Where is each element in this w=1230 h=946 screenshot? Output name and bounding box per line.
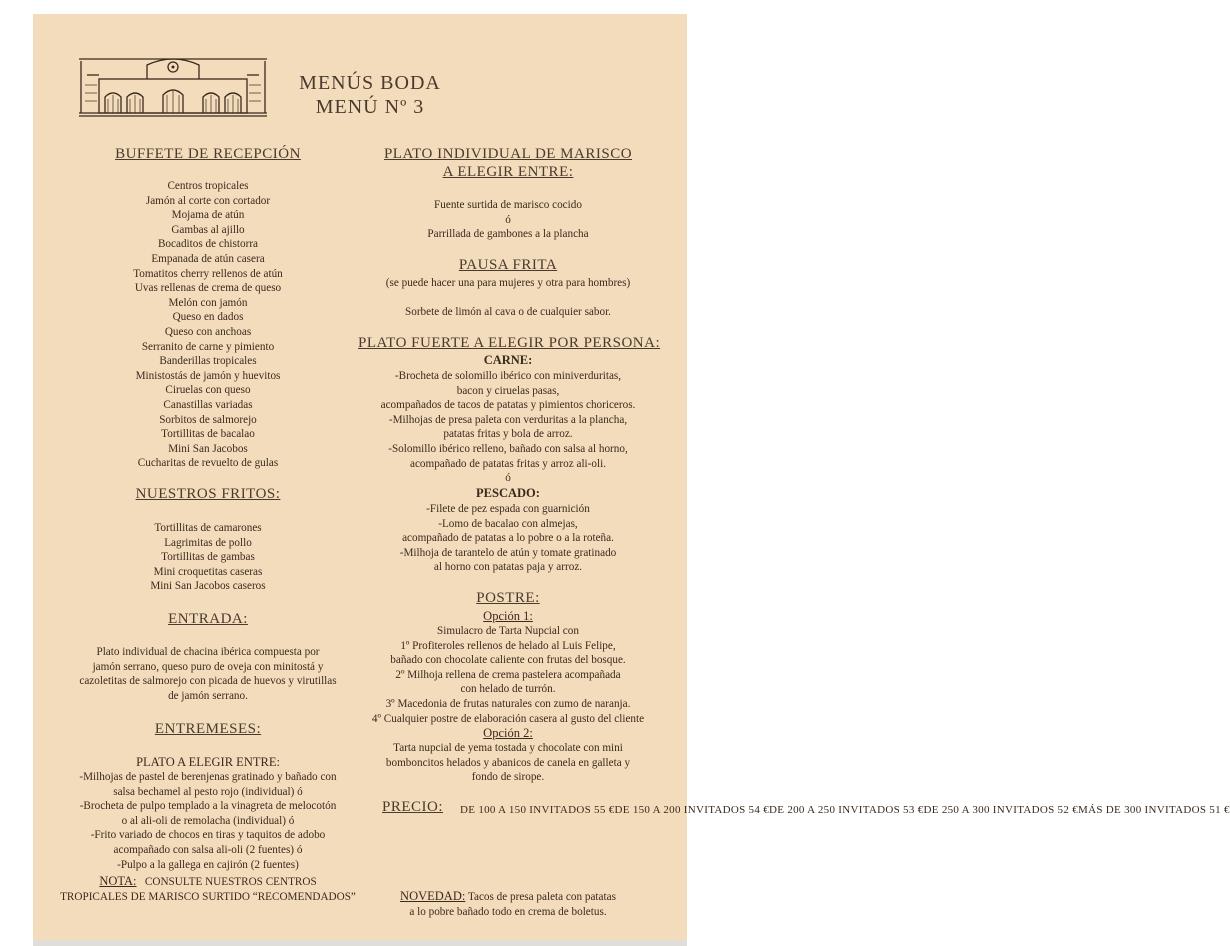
opcion2-line: Tarta nupcial de yema tostada y chocolate con mini <box>393 742 623 754</box>
buffet-item: Mojama de atún <box>171 209 245 222</box>
novedad-label: NOVEDAD: <box>400 889 466 903</box>
buffet-item: Queso en dados <box>172 311 244 324</box>
fritos-list <box>68 521 348 594</box>
novedad-block <box>358 889 658 919</box>
carne-line: acompañados de tacos de patatas y pimientos choriceros. <box>380 399 636 412</box>
pescado-line: -Filete de pez espada con guarnición <box>426 503 590 515</box>
frito-item: Tortillitas de camarones <box>154 522 262 534</box>
opcion1-line: 3º Macedonia de frutas naturales con zumo de naranja. <box>385 697 631 710</box>
carne-label: CARNE: <box>483 353 533 367</box>
bottom-edge <box>33 940 687 946</box>
price-row: DE 200 A 250 INVITADOS 53 € <box>769 804 924 816</box>
carne-line: acompañado de patatas fritas y arroz ali-oli. <box>409 457 606 470</box>
entrada-line: cazoletitas de salmorejo con picada de huevos y virutillas <box>79 675 337 688</box>
menu-number: MENÚ Nº 3 <box>315 96 425 118</box>
opcion2-list <box>358 741 658 785</box>
buffet-list <box>68 179 348 471</box>
buffet-heading: BUFFETE DE RECEPCIÓN <box>115 146 301 162</box>
entremeses-line: -Frito variado de chocos en tiras y taquitos de adobo <box>90 829 326 842</box>
price-row: DE 150 A 200 INVITADOS 54 € <box>614 804 769 816</box>
opcion1-line: 4º Cualquier postre de elaboración casera al gusto del cliente <box>371 712 645 725</box>
price-row: DE 100 A 150 INVITADOS 55 € <box>460 804 615 816</box>
buffet-item: Jamón al corte con cortador <box>145 194 271 207</box>
marisco-line: ó <box>505 213 511 226</box>
opcion1-line: Simulacro de Tarta Nupcial con <box>437 625 579 637</box>
precio-label: PRECIO: <box>382 799 444 815</box>
opcion1-line: bañado con chocolate caliente con frutas del bosque. <box>390 654 626 667</box>
entremeses-heading: ENTREMESES: <box>154 721 262 737</box>
frito-item: Lagrimitas de pollo <box>164 536 252 549</box>
nota-text: CONSULTE NUESTROS CENTROS <box>144 876 317 888</box>
fuerte-heading: PLATO FUERTE A ELEGIR POR PERSONA: <box>358 335 661 351</box>
entremeses-line: salsa bechamel al pesto rojo (individual) ó <box>113 785 303 798</box>
entremeses-line: -Milhojas de pastel de berenjenas gratinado y bañado con <box>79 771 337 783</box>
precio-list <box>460 803 1230 817</box>
buffet-item: Ciruelas con queso <box>165 384 251 397</box>
nota-line <box>58 874 358 904</box>
frito-item: Mini croquetitas caseras <box>153 565 263 578</box>
buffet-item: Tomatitos cherry rellenos de atún <box>133 267 283 280</box>
marisco-heading-line2: A ELEGIR ENTRE: <box>442 164 574 180</box>
carne-line: ó <box>505 472 511 485</box>
frito-item: Tortillitas de gambas <box>161 551 255 564</box>
carne-list <box>348 369 668 486</box>
entrada-heading: ENTRADA: <box>168 611 248 627</box>
buffet-item: Bocaditos de chistorra <box>157 238 259 251</box>
opcion1-label: Opción 1: <box>483 609 533 623</box>
buffet-item: Sorbitos de salmorejo <box>159 413 257 426</box>
buffet-item: Uvas rellenas de crema de queso <box>134 282 282 295</box>
opcion1-list <box>348 624 668 726</box>
buffet-item: Tortillitas de bacalao <box>161 428 255 441</box>
entrada-line: de jamón serrano. <box>168 689 248 702</box>
entremeses-list <box>58 770 358 872</box>
carne-line: bacon y ciruelas pasas, <box>456 384 560 397</box>
marisco-list <box>358 198 658 242</box>
entremeses-line: -Pulpo a la gallega en cajirón (2 fuentes) <box>117 858 299 871</box>
opcion1-line: con helado de turrón. <box>460 683 556 696</box>
buffet-item: Queso con anchoas <box>164 325 252 338</box>
entremeses-line: -Brocheta de pulpo templado a la vinagreta de melocotón <box>79 800 337 813</box>
entrada-line: Plato individual de chacina ibérica compuesta por <box>96 646 320 658</box>
frito-item: Mini San Jacobos caseros <box>150 580 266 593</box>
opcion1-line: 2º Milhoja rellena de crema pastelera acompañada <box>395 668 621 681</box>
entrada-text <box>58 645 358 703</box>
pescado-line: -Milhoja de tarantelo de atún y tomate gratinado <box>399 546 617 559</box>
buffet-item: Canastillas variadas <box>163 398 253 411</box>
entrada-line: jamón serrano, queso puro de oveja con minitostá y <box>92 660 324 673</box>
pescado-line: al horno con patatas paja y arroz. <box>433 561 583 574</box>
carne-line: -Milhojas de presa paleta con verduritas a la plancha, <box>388 413 628 426</box>
marisco-heading-line1: PLATO INDIVIDUAL DE MARISCO <box>383 146 633 162</box>
novedad-text: Tacos de presa paleta con patatas <box>467 891 616 903</box>
buffet-item: Ministostás de jamón y huevitos <box>135 369 281 382</box>
buffet-item: Mini San Jacobos <box>168 442 248 455</box>
fritos-heading: NUESTROS FRITOS: <box>135 486 281 502</box>
opcion2-line: bomboncitos helados y abanicos de canela en galleta y <box>385 756 631 769</box>
carne-line: -Brocheta de solomillo ibérico con miniverduritas, <box>394 370 622 382</box>
pausa-note: (se puede hacer una para mujeres y otra para hombres) <box>385 277 631 289</box>
carne-line: patatas fritas y bola de arroz. <box>443 428 573 441</box>
nota-line2: TROPICALES DE MARISCO SURTIDO “RECOMENDADOS” <box>60 890 356 903</box>
pescado-label: PESCADO: <box>476 486 540 500</box>
novedad-line2: a lo pobre bañado todo en crema de boletus. <box>409 905 607 918</box>
entremeses-line: acompañado con salsa ali-oli (2 fuentes) ó <box>113 843 303 856</box>
menu-title: MENÚS BODA <box>299 72 441 94</box>
pescado-line: acompañado de patatas a lo pobre o a la roteña. <box>402 532 614 545</box>
pescado-list <box>358 502 658 575</box>
buffet-item: Banderillas tropicales <box>159 355 257 368</box>
opcion2-line: fondo de sirope. <box>471 771 545 784</box>
pausa-line: Sorbete de limón al cava o de cualquier sabor. <box>405 306 611 318</box>
price-row: DE 250 A 300 INVITADOS 52 € <box>923 804 1078 816</box>
marisco-line: Parrillada de gambones a la plancha <box>427 228 589 241</box>
buffet-item: Gambas al ajillo <box>171 223 245 236</box>
carne-line: -Solomillo ibérico relleno, bañado con salsa al horno, <box>388 442 628 455</box>
marisco-line: Fuente surtida de marisco cocido <box>434 199 582 211</box>
buffet-item: Melón con jamón <box>168 296 248 309</box>
entremeses-subheading: PLATO A ELEGIR ENTRE: <box>136 755 280 769</box>
postre-heading: POSTRE: <box>476 590 540 606</box>
entremeses-line: o al ali-oli de remolacha (individual) ó <box>121 814 295 827</box>
nota-label: NOTA: <box>99 874 137 888</box>
buffet-item: Centros tropicales <box>167 180 249 192</box>
pescado-line: -Lomo de bacalao con almejas, <box>438 517 578 530</box>
buffet-item: Cucharitas de revuelto de gulas <box>137 457 279 470</box>
opcion1-line: 1º Profiteroles rellenos de helado al Luis Felipe, <box>400 639 616 652</box>
hacienda-building-logo <box>77 55 269 117</box>
buffet-item: Serranito de carne y pimiento <box>141 340 275 353</box>
buffet-item: Empanada de atún casera <box>151 252 265 265</box>
price-row: MÁS DE 300 INVITADOS 51 € <box>1078 804 1230 816</box>
opcion2-label: Opción 2: <box>483 726 533 740</box>
pausa-heading: PAUSA FRITA <box>458 257 558 273</box>
